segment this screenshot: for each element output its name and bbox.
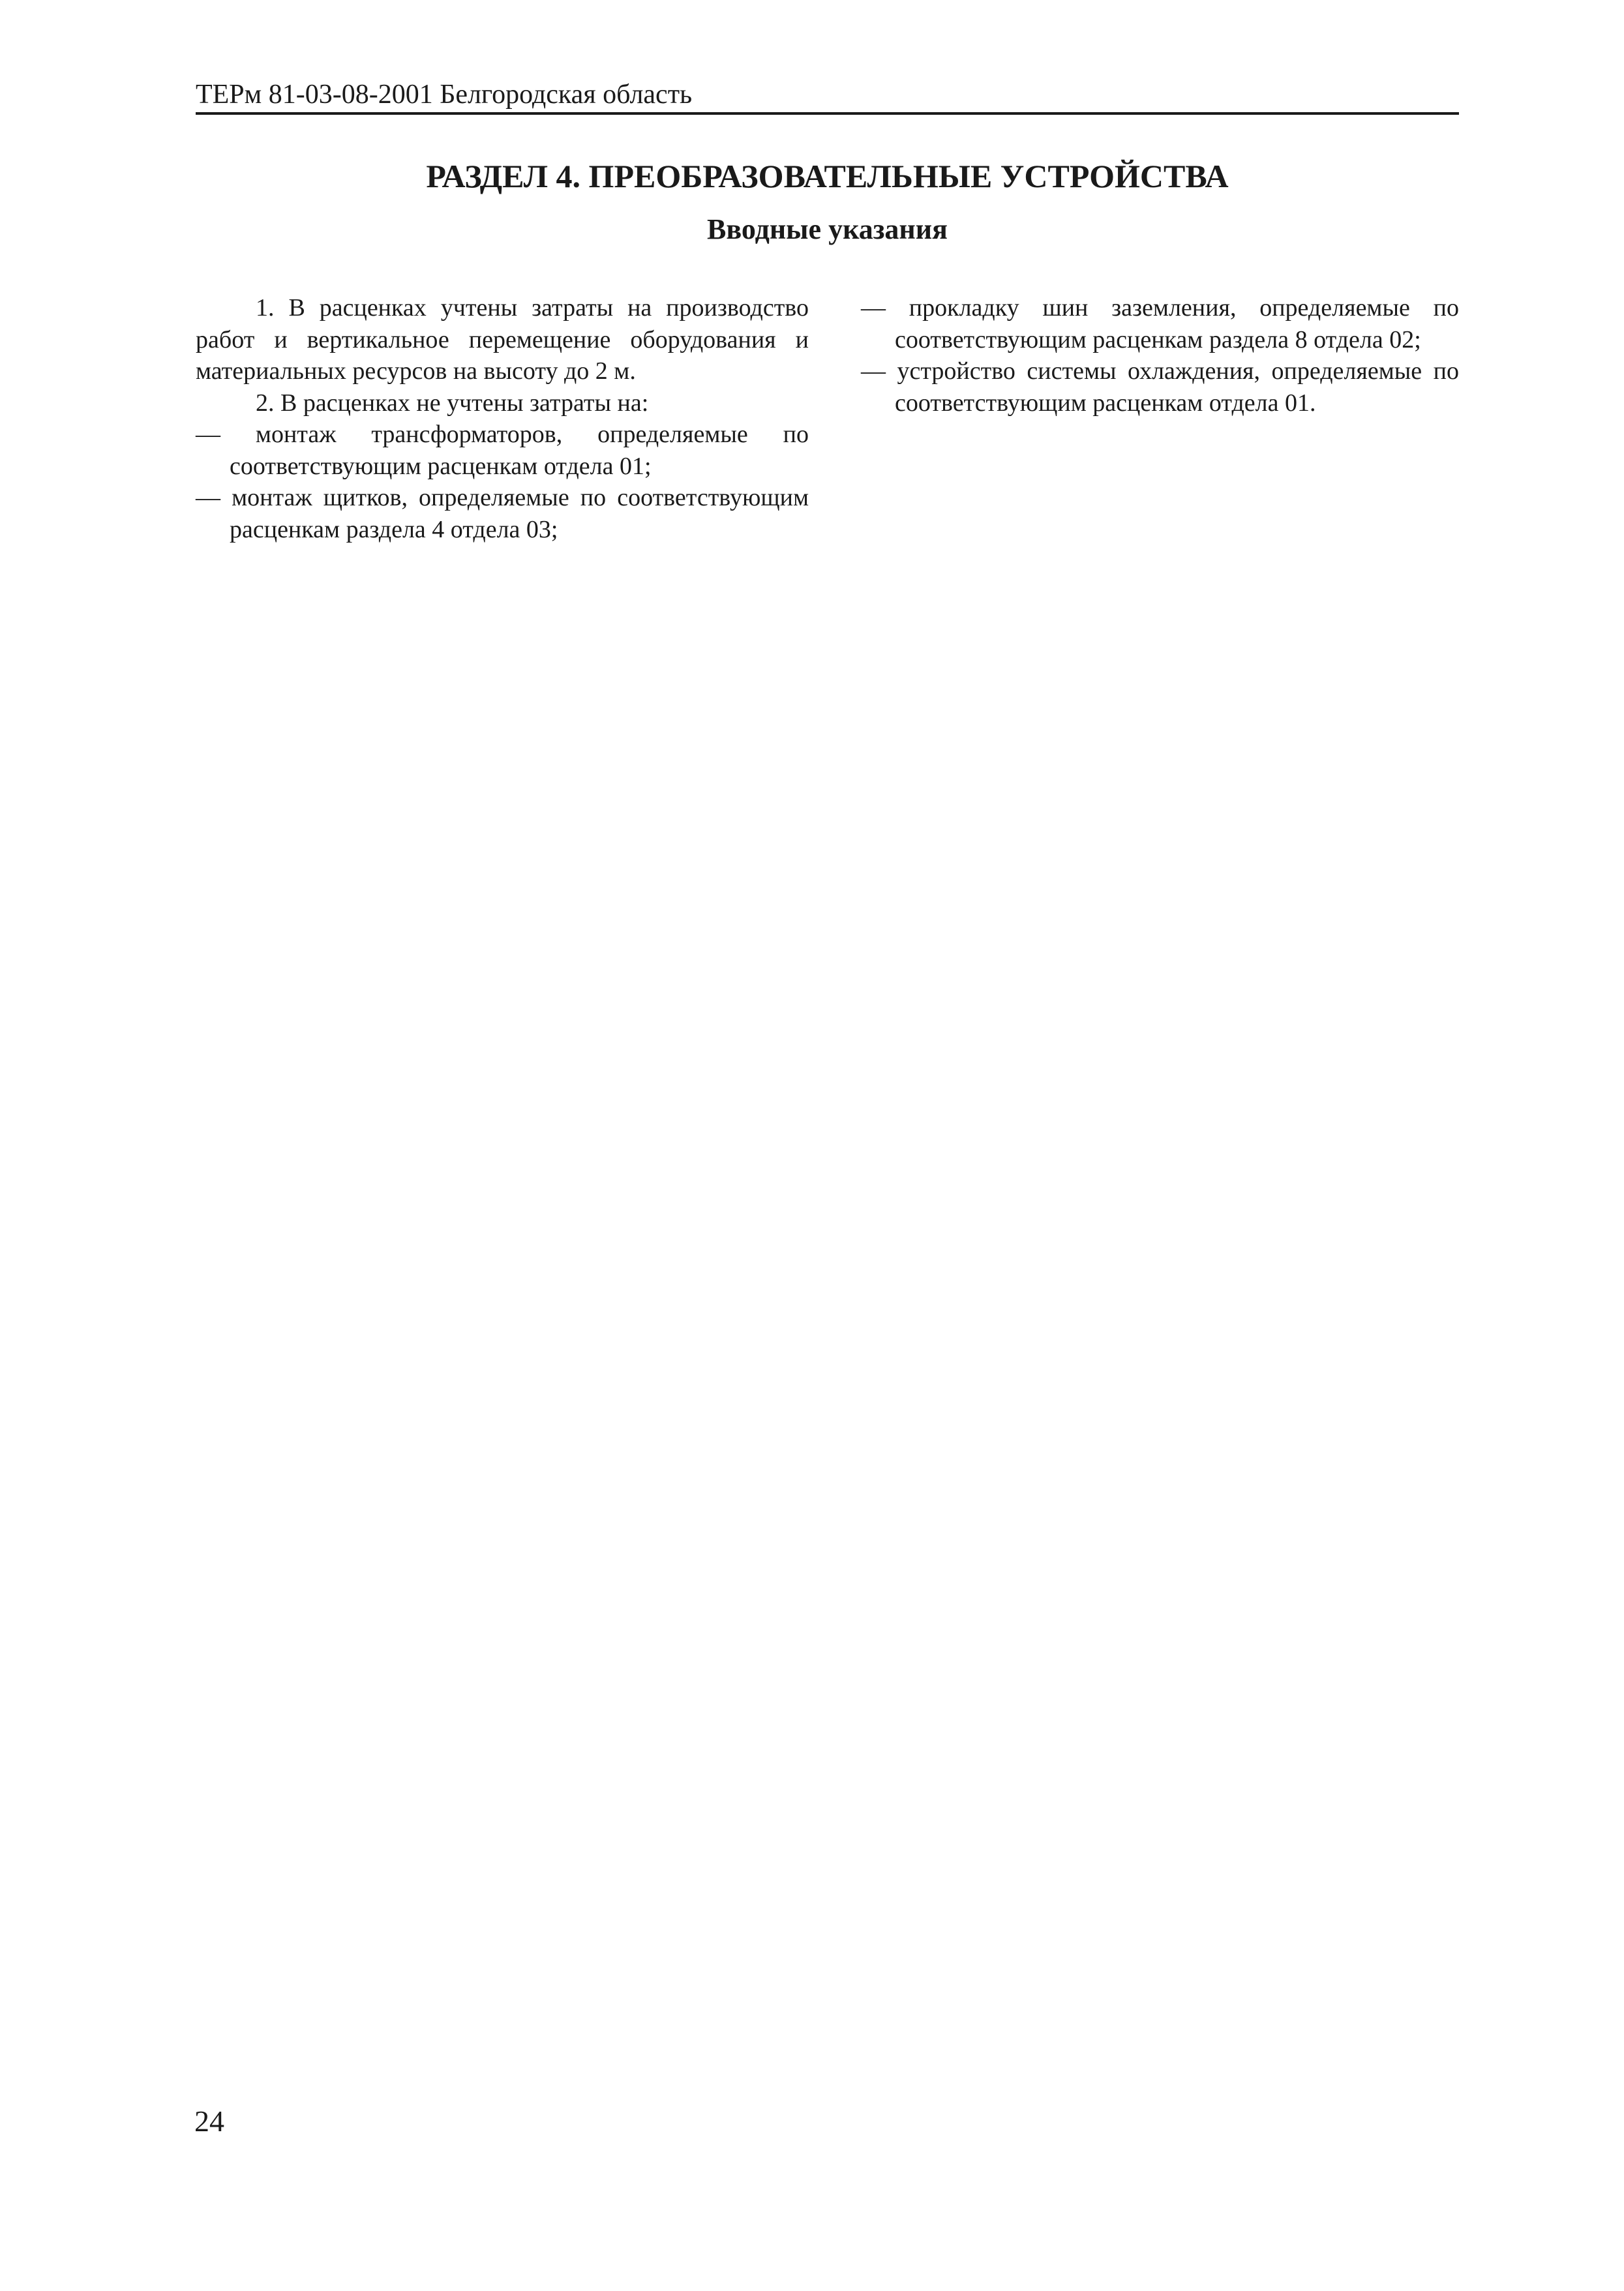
list-item-panels: — монтаж щитков, определяемые по соответствующим расценкам раздела 4 отдела 03;	[196, 484, 809, 543]
section-title: РАЗДЕЛ 4. ПРЕОБРАЗОВАТЕЛЬНЫЕ УСТРОЙСТВА	[426, 158, 1229, 194]
header-text: ТЕРм 81-03-08-2001 Белгородская область	[196, 80, 693, 110]
list-item-cooling-system: — устройство системы охлаждения, определяемые по соответствующим расценкам отдела 01.	[861, 357, 1459, 417]
section-subtitle: Вводные указания	[707, 213, 948, 245]
running-header	[196, 73, 1459, 115]
paragraph-1: 1. В расценках учтены затраты на производство работ и вертикальное перемещение оборудования и материальных ресурсов на высоту до 2 м.	[196, 294, 809, 385]
list-item-grounding-busbars: — прокладку шин заземления, определяемые по соответствующим расценкам раздела 8 отдела 02;	[861, 294, 1459, 353]
right-column	[861, 292, 1459, 419]
paragraph-2: 2. В расценках не учтены затраты на:	[256, 389, 649, 417]
list-item-transformers: — монтаж трансформаторов, определяемые по соответствующим расценкам отдела 01;	[196, 421, 809, 480]
page-number: 24	[194, 2104, 224, 2138]
left-column	[196, 292, 809, 545]
